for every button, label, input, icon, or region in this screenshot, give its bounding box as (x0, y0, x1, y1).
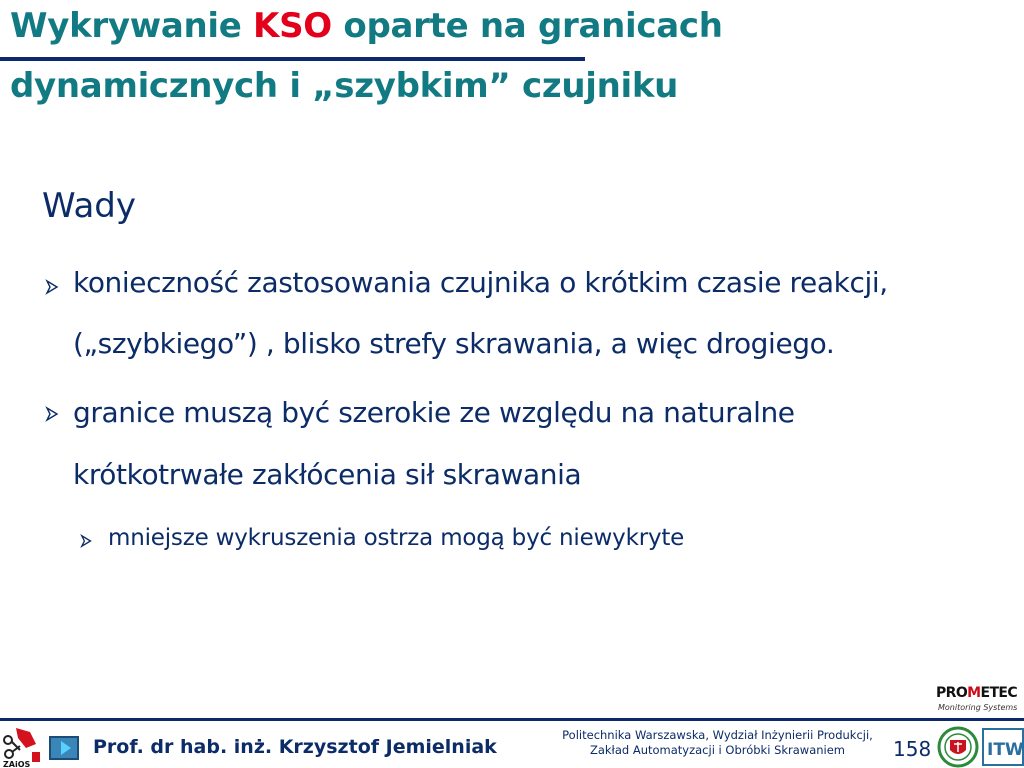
institution (560, 728, 875, 758)
brand-accent: M (967, 685, 981, 701)
prometec-logo (936, 684, 1024, 718)
title-underline (0, 57, 585, 61)
slide-title-line-2: dynamicznych i „szybkim” czujniku (10, 66, 679, 106)
author-name: Prof. dr hab. inż. Krzysztof Jemielniak (93, 736, 497, 758)
section-heading: Wady (42, 186, 136, 226)
play-next-icon (61, 741, 71, 755)
bullet-2-line-1: granice muszą być szerokie ze względu na naturalne (73, 396, 795, 429)
arrow-bullet-icon (80, 534, 94, 548)
bullet-1-line-2: („szybkiego”) , blisko strefy skrawania, a więc drogiego. (73, 327, 835, 360)
sub-bullet-1: mniejsze wykruszenia ostrza mogą być niewykryte (108, 525, 685, 551)
next-slide-button[interactable] (49, 736, 79, 760)
institution-line-1: Politechnika Warszawska, Wydział Inżynierii Produkcji, (562, 728, 873, 742)
zaios-logo-text: ZAiOS (3, 760, 31, 768)
title-text-after: oparte na granicach (331, 6, 723, 46)
brand-suffix: ETEC (980, 685, 1018, 701)
title-text-before: Wykrywanie (10, 6, 254, 46)
bullet-2-line-2: krótkotrwałe zakłócenia sił skrawania (73, 458, 582, 491)
itw-logo (982, 728, 1024, 766)
brand-prefix: PRO (936, 685, 968, 701)
arrow-bullet-icon (45, 279, 61, 295)
title-accent-kso: KSO (253, 6, 332, 46)
itw-logo-text: ITW (987, 740, 1024, 760)
page-number: 158 (893, 737, 932, 761)
bullet-1-line-1: konieczność zastosowania czujnika o krótkim czasie reakcji, (73, 266, 888, 299)
prometec-brand (936, 684, 1024, 702)
zaios-logo (2, 724, 42, 768)
prometec-tagline: Monitoring Systems (938, 703, 1018, 712)
slide-title-line-1 (10, 6, 723, 46)
footer-divider (0, 718, 1024, 721)
arrow-bullet-icon (45, 406, 61, 422)
institution-line-2: Zakład Automatyzacji i Obróbki Skrawaniem (589, 743, 846, 757)
university-seal-logo (936, 726, 980, 768)
